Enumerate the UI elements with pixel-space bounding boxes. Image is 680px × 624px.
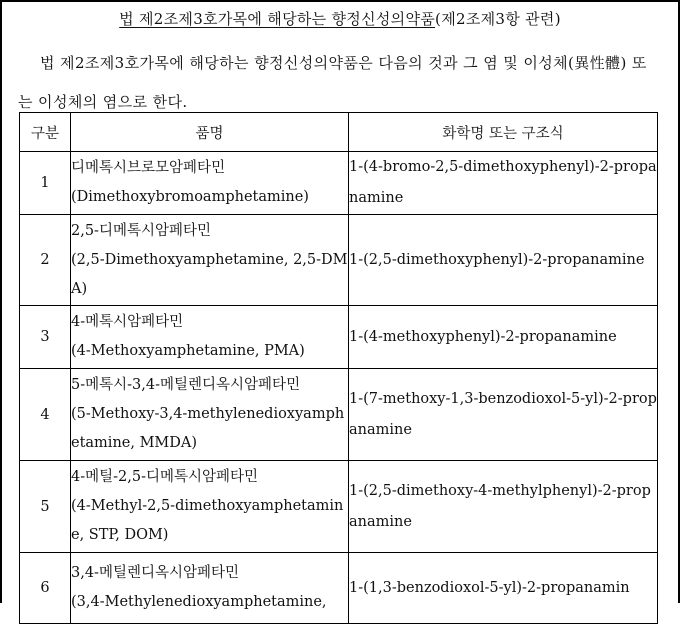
drug-name-cell (71, 306, 349, 369)
drug-name-korean: 디메톡시브로모암페타민 (71, 160, 226, 176)
table-row (20, 553, 658, 624)
title-reference: (제2조제3항 관련) (435, 10, 561, 28)
drug-name-cell (71, 461, 349, 553)
intro-paragraph: 법 제2조제3호가목에 해당하는 향정신성의약품은 다음의 것과 그 염 및 이성체(異性體) 또는 이성체의 염으로 한다. (18, 54, 647, 111)
header-no: 구분 (20, 113, 71, 152)
chemical-name: 1-(4-methoxyphenyl)-2-propanamine (349, 306, 658, 369)
row-number: 6 (20, 553, 71, 624)
drug-name-english: (4-Methyl-2,5-dimethoxyamphetamine, STP, DOM) (71, 498, 344, 543)
drug-name-korean: 2,5-디메톡시암페타민 (71, 222, 212, 239)
drug-name-cell (71, 369, 349, 461)
row-number: 5 (20, 461, 71, 553)
row-number: 2 (20, 215, 71, 306)
drug-name-korean: 3,4-메틸렌디옥시암페타민 (71, 565, 240, 581)
header-name: 품명 (71, 113, 349, 152)
drug-name-korean: 4-메톡시암페타민 (71, 314, 184, 330)
chemical-name: 1-(1,3-benzodioxol-5-yl)-2-propanamin (349, 553, 658, 624)
row-number: 1 (20, 152, 71, 215)
drug-name-english: (5-Methoxy-3,4-methylenedioxyamphetamine, MMDA) (71, 406, 345, 451)
drug-name-english: (4-Methoxyamphetamine, PMA) (71, 343, 305, 359)
table-header-row (20, 113, 658, 152)
table-row (20, 306, 658, 369)
table-row (20, 369, 658, 461)
chemical-name: 1-(2,5-dimethoxy-4-methylphenyl)-2-propanamine (349, 461, 658, 553)
drug-name-english: (2,5-Dimethoxyamphetamine, 2,5-DMA) (71, 251, 348, 297)
chemical-name: 1-(7-methoxy-1,3-benzodioxol-5-yl)-2-propanamine (349, 369, 658, 461)
table-row (20, 152, 658, 215)
drug-name-english: (Dimethoxybromoamphetamine) (71, 189, 309, 205)
drug-name-english: (3,4-Methylenedioxyamphetamine, (71, 594, 327, 610)
header-chemical: 화학명 또는 구조식 (349, 113, 658, 152)
title-main: 법 제2조제3호가목에 해당하는 향정신성의약품 (119, 10, 436, 28)
document-title (0, 8, 680, 29)
row-number: 3 (20, 306, 71, 369)
drug-name-korean: 4-메틸-2,5-디메톡시암페타민 (71, 469, 259, 485)
drug-name-cell (71, 553, 349, 624)
drug-table (19, 112, 658, 624)
drug-name-cell (71, 215, 349, 306)
table-row (20, 461, 658, 553)
chemical-name: 1-(4-bromo-2,5-dimethoxyphenyl)-2-propanamine (349, 152, 658, 215)
table-row (20, 215, 658, 306)
drug-name-cell (71, 152, 349, 215)
chemical-name: 1-(2,5-dimethoxyphenyl)-2-propanamine (349, 215, 658, 306)
row-number: 4 (20, 369, 71, 461)
drug-name-korean: 5-메톡시-3,4-메틸렌디옥시암페타민 (71, 377, 301, 393)
